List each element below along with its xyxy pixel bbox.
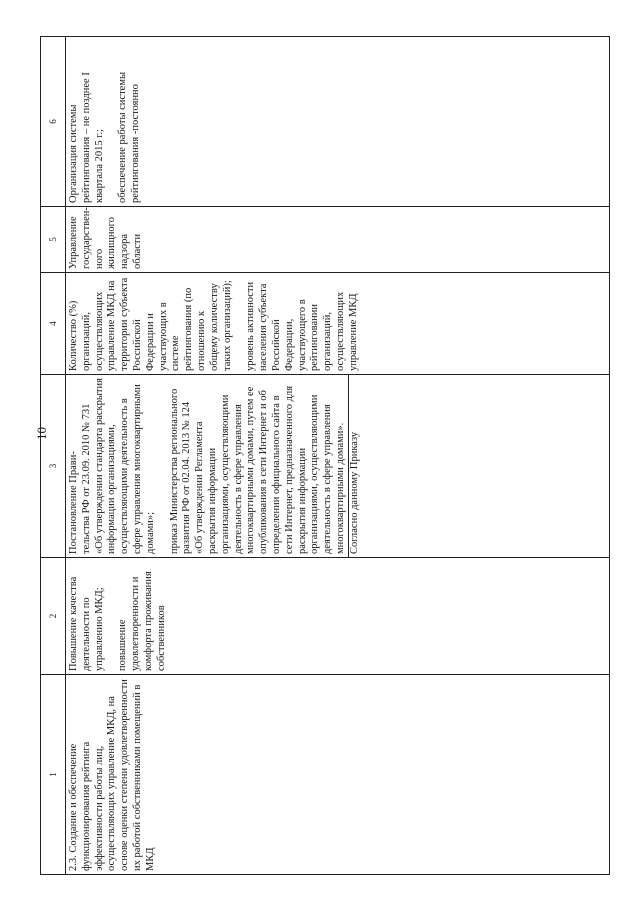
cell-measure	[66, 675, 610, 875]
legal-basis-text-2: приказ Министерства регионального развития РФ от 02.04. 2013 № 124 «Об утверждении Регламента раскрытия информации организациями, осуществляющими деятельность в сфере управления многоквартирными домами, путем ее опубликования в сети Интернет и об определении официального сайта в сети Интернет, предназначенного для раскрытия информации организациями, осуществляющими деятельность в сфере управления многоквартирными домами».	[168, 385, 346, 554]
legal-basis-text-3: Согласно данному Приказу	[348, 375, 362, 557]
column-number-3: 3	[41, 375, 66, 558]
deadline-text-2: обеспечение работы системы рейтингования -постоянно	[117, 71, 142, 203]
cell-indicator	[66, 273, 610, 375]
column-number-1: 1	[41, 675, 66, 875]
column-number-2: 2	[41, 558, 66, 675]
legal-basis-text-1: Постановление Прави- тельства РФ от 23.09. 2010 № 731 «Об утверждении стандарта раскрытия информации организациями, осуществляющими деятельность в сфере управления многоквартирными домами»;	[68, 378, 156, 554]
page-number: 10	[34, 427, 49, 440]
indicator-text-2: уровень активности населения субъекта Российской Федерации, участвующего в рейтинговании организаций, осуществляющих управление МКД	[245, 281, 359, 371]
goal-text-2: повышение удовлетворенности и комфорта проживания собственников	[117, 571, 167, 671]
column-number-6: 6	[41, 37, 66, 207]
deadline-text-1: Организация системы рейтингования – не позднее I квартала 2015 г.;	[68, 72, 105, 203]
measures-table	[40, 36, 610, 875]
table-row	[66, 37, 610, 875]
indicator-text-1: Количество (%) организаций, осуществляющих управление МКД на территории субъекта Российской Федерации и участвующих в системе рейтингования (по отношению к общему количеству таких организаций);	[68, 277, 233, 371]
goal-text-1: Повышение качества деятельности по управлению МКД;	[68, 576, 105, 671]
cell-legal-basis	[66, 375, 610, 558]
cell-deadline	[66, 37, 610, 207]
rotated-table-container	[40, 37, 610, 875]
header-row	[41, 37, 66, 875]
cell-responsible	[66, 207, 610, 273]
responsible-text: Управление государствен- ного жилищного надзора области	[68, 207, 143, 269]
column-number-4: 4	[41, 273, 66, 375]
cell-goal	[66, 558, 610, 675]
column-number-5: 5	[41, 207, 66, 273]
measure-text: 2.3. Создание и обеспечение функционирования рейтинга эффективности работы лиц, осуществляющих управление МКД, на основе оценки степени удовлетворенности их работой собственниками помещений в МКД	[68, 679, 156, 871]
